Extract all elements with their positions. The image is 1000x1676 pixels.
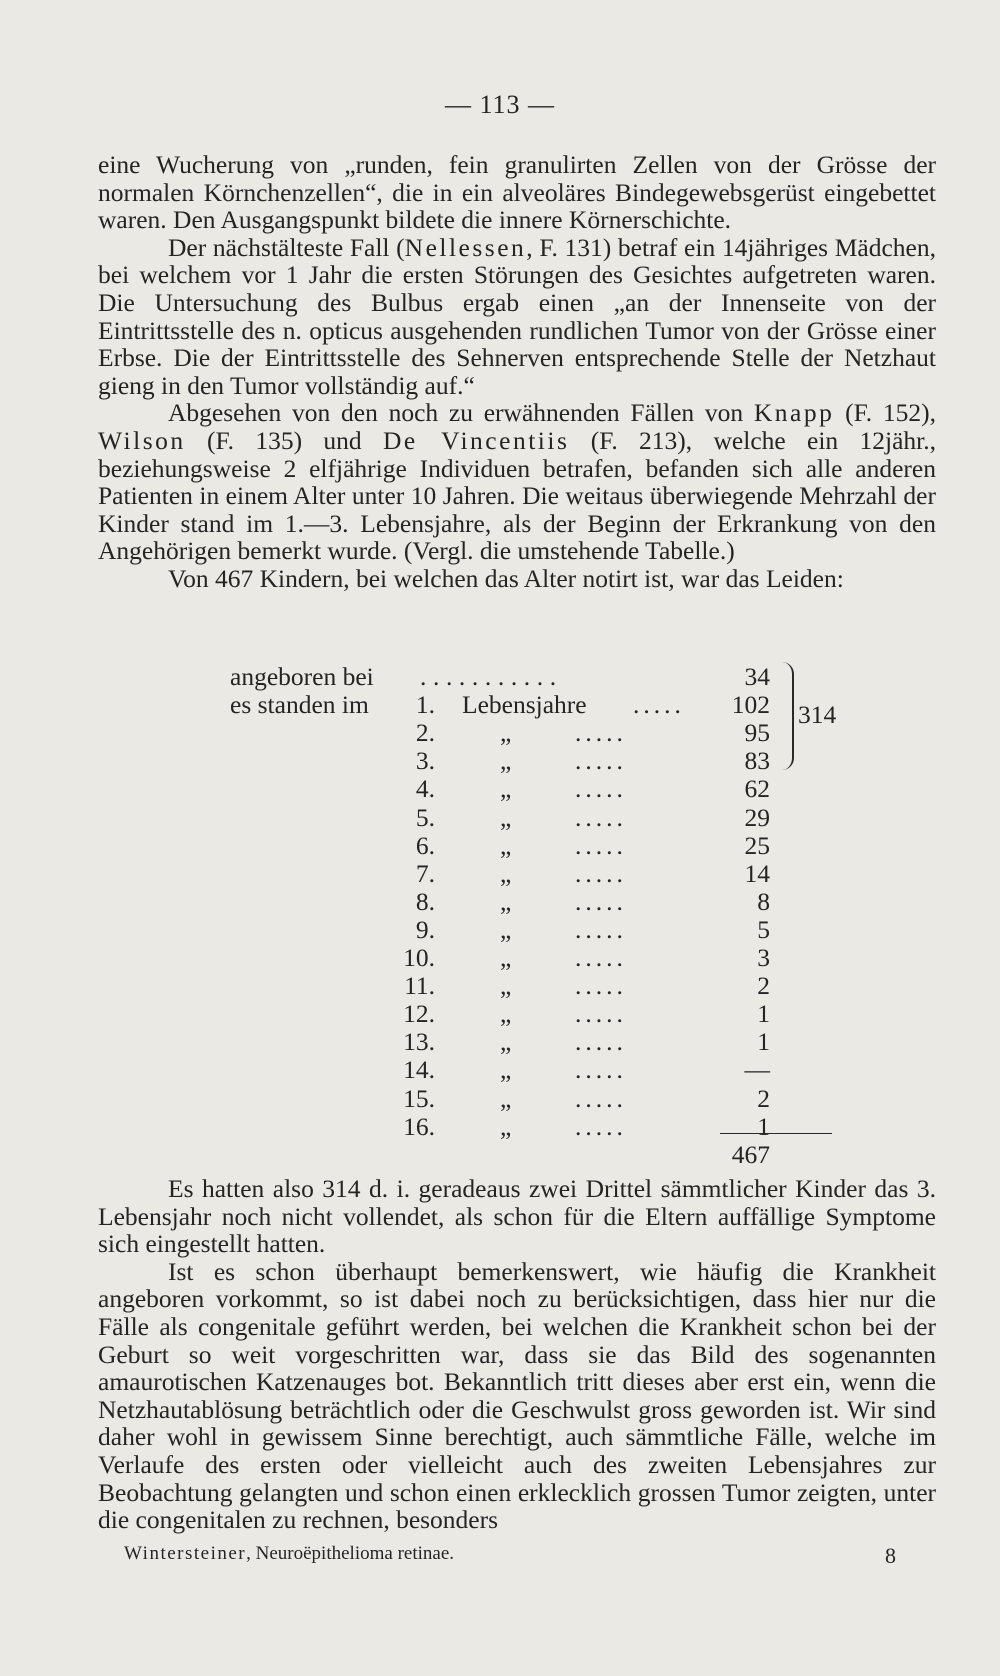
leader-dots: ..... <box>575 999 627 1029</box>
paragraph: Es hatten also 314 d. i. geradeaus zwei Drittel sämmtlicher Kinder das 3. Lebensjahr noch nicht vollendet, als schon für die Eltern auffällige Symptome sich eingestellt hatten. <box>98 1174 936 1259</box>
text-run: Der nächstälteste Fall ( <box>168 232 405 262</box>
signature-mark: 8 <box>885 1543 896 1568</box>
leader-dots: ..... <box>575 1083 627 1113</box>
table-row <box>0 1027 1000 1055</box>
leader-dots: ..... <box>633 690 685 720</box>
congenital-label: angeboren bei <box>230 662 374 691</box>
year-number: 10. <box>403 943 435 972</box>
text-run: Abgesehen von den noch zu erwähnenden Fällen von <box>168 398 754 428</box>
leader-dots: ........... <box>420 662 563 691</box>
table-row <box>0 746 1000 774</box>
year-number: 3. <box>415 746 435 776</box>
year-number: 13. <box>403 1027 435 1057</box>
text-run: , F. 131) betraf ein 14jähriges Mädchen, bei welchem vor 1 Jahr die ersten Störungen des Gesichtes aufgetreten waren. Die Untersuchung des Bulbus ergab einen „an der Innenseite von der Eintrittsstelle des n. opticus ausgehenden rundlichen Tumor von der Grösse einer Erbse. Die der Eintrittsstelle des Sehnerven entsprechende Stelle der Netzhaut gieng in den Tumor vollständig auf.“ <box>98 232 936 400</box>
table-row <box>0 887 1000 915</box>
table-row <box>0 915 1000 943</box>
year-number: 15. <box>403 1083 435 1113</box>
footer <box>124 1543 896 1568</box>
year-number: 1. <box>415 690 435 720</box>
ditto-mark: „ <box>500 999 512 1029</box>
leader-dots: ..... <box>575 858 627 888</box>
page-number: — 113 — <box>444 90 556 119</box>
ditto-mark: „ <box>500 718 512 748</box>
table-row <box>0 690 1000 718</box>
leader-dots: ..... <box>575 774 627 804</box>
ditto-mark: „ <box>500 886 512 916</box>
year-value: 102 <box>731 690 770 720</box>
paragraph <box>98 399 936 565</box>
leader-dots: ..... <box>575 971 627 1001</box>
year-number: 9. <box>415 914 435 944</box>
author-name: Knapp <box>753 398 835 428</box>
leader-dots: ..... <box>575 746 627 776</box>
ditto-mark: „ <box>500 971 512 1001</box>
table-row <box>0 831 1000 859</box>
standing-label: es standen im <box>230 690 369 720</box>
table-row <box>0 718 1000 746</box>
year-number: 7. <box>415 858 435 888</box>
text-run: (F. 135) und <box>185 425 383 455</box>
author-name: De Vincentiis <box>382 425 570 455</box>
year-value: 14 <box>744 858 770 888</box>
year-value: 1 <box>757 999 770 1029</box>
table-row <box>0 943 1000 971</box>
leader-dots: ..... <box>575 886 627 916</box>
year-number: 14. <box>403 1055 435 1085</box>
ditto-mark: „ <box>500 914 512 944</box>
leader-dots: ..... <box>575 802 627 832</box>
year-value: 1 <box>757 1111 770 1141</box>
sum-rule <box>720 1133 832 1134</box>
ditto-mark: „ <box>500 1111 512 1141</box>
paragraph: Von 467 Kindern, bei welchen das Alter notirt ist, war das Leiden: <box>168 563 844 593</box>
ditto-mark: „ <box>500 746 512 776</box>
table-row <box>0 1055 1000 1083</box>
ditto-mark: „ <box>500 943 512 972</box>
year-number: 12. <box>403 999 435 1029</box>
leader-dots: ..... <box>575 1111 627 1141</box>
leader-dots: ..... <box>575 943 627 972</box>
ditto-mark: „ <box>500 802 512 832</box>
table-row <box>0 859 1000 887</box>
paragraph <box>98 234 936 400</box>
year-value: 3 <box>757 943 770 972</box>
text-run: (F. 152), <box>834 398 936 428</box>
ditto-mark: „ <box>500 830 512 860</box>
year-value: 2 <box>757 971 770 1001</box>
ditto-mark: „ <box>500 858 512 888</box>
table-row <box>0 1084 1000 1112</box>
ditto-mark: „ <box>500 774 512 804</box>
text-run: (F. 213), welche ein 12jähr., beziehungsweise 2 elfjährige Individuen betrafen, befanden sich alle anderen Patienten in einem Alter unter 10 Jahren. Die weitaus überwiegende Mehrzahl der Kinder stand im 1.—3. Lebensjahre, als der Beginn der Erkrankung von den Angehörigen bemerkt wurde. (Vergl. die umstehende Tabelle.) <box>98 425 937 566</box>
paragraph: eine Wucherung von „runden, fein granulirten Zellen von der Grösse der normalen Körnchenzellen“, die in ein alveoläres Bindegewebsgerüst eingebettet waren. Den Ausgangspunkt bildete die innere Körnerschichte. <box>98 150 936 235</box>
table-row <box>0 803 1000 831</box>
table-row <box>0 999 1000 1027</box>
table-row-congenital <box>0 662 1000 690</box>
leader-dots: ..... <box>575 718 627 748</box>
year-value: 29 <box>744 802 770 832</box>
unit-label: Lebensjahre <box>462 690 587 720</box>
table-row <box>0 971 1000 999</box>
year-number: 6. <box>415 830 435 860</box>
year-number: 8. <box>415 886 435 916</box>
year-value: 2 <box>757 1083 770 1113</box>
leader-dots: ..... <box>575 1055 627 1085</box>
leader-dots: ..... <box>575 914 627 944</box>
brace-total: 314 <box>798 700 837 729</box>
footer-author: Wintersteiner <box>124 1543 247 1564</box>
year-value: 83 <box>744 746 770 776</box>
author-name: Nellessen <box>404 232 527 262</box>
year-value: 95 <box>744 718 770 748</box>
leader-dots: ..... <box>575 830 627 860</box>
year-number: 2. <box>415 718 435 748</box>
ditto-mark: „ <box>500 1055 512 1085</box>
text-block-bottom <box>98 1175 936 1534</box>
table-row <box>0 1112 1000 1140</box>
table-row <box>0 774 1000 802</box>
year-number: 5. <box>415 802 435 832</box>
author-name: Wilson <box>98 425 186 455</box>
grand-total: 467 <box>731 1140 770 1169</box>
paragraph: Ist es schon überhaupt bemerkenswert, wie häufig die Krankheit angeboren vorkommt, so ist dabei noch zu berücksichtigen, dass hier nur die Fälle als congenitale geführt werden, bei welchen die Krankheit schon bei der Geburt so weit vorgeschritten war, dass sie das Bild des sogenannten amaurotischen Katzenauges bot. Bekanntlich tritt dieses aber erst ein, wenn die Netzhautablösung beträchtlich oder die Geschwulst gross geworden ist. Wir sind daher wohl in gewissem Sinne berechtigt, auch sämmtliche Fälle, welche im Verlaufe des ersten oder vielleicht auch des zweiten Lebensjahres zur Beobachtung gelangten und schon einen erklecklich grossen Tumor zeigten, unter die congenitalen zu rechnen, besonders <box>98 1256 936 1535</box>
footer-title: , Neuroëpithelioma retinae. <box>246 1543 454 1564</box>
brace <box>780 662 794 770</box>
year-number: 4. <box>415 774 435 804</box>
year-value: 5 <box>757 914 770 944</box>
ditto-mark: „ <box>500 1027 512 1057</box>
year-value: 1 <box>757 1027 770 1057</box>
year-value: — <box>744 1055 770 1085</box>
year-value: 62 <box>744 774 770 804</box>
year-number: 11. <box>404 971 435 1001</box>
ditto-mark: „ <box>500 1083 512 1113</box>
congenital-value: 34 <box>744 662 770 691</box>
year-value: 25 <box>744 830 770 860</box>
year-value: 8 <box>757 886 770 916</box>
text-block-top <box>98 151 936 593</box>
leader-dots: ..... <box>575 1027 627 1057</box>
year-number: 16. <box>403 1111 435 1141</box>
